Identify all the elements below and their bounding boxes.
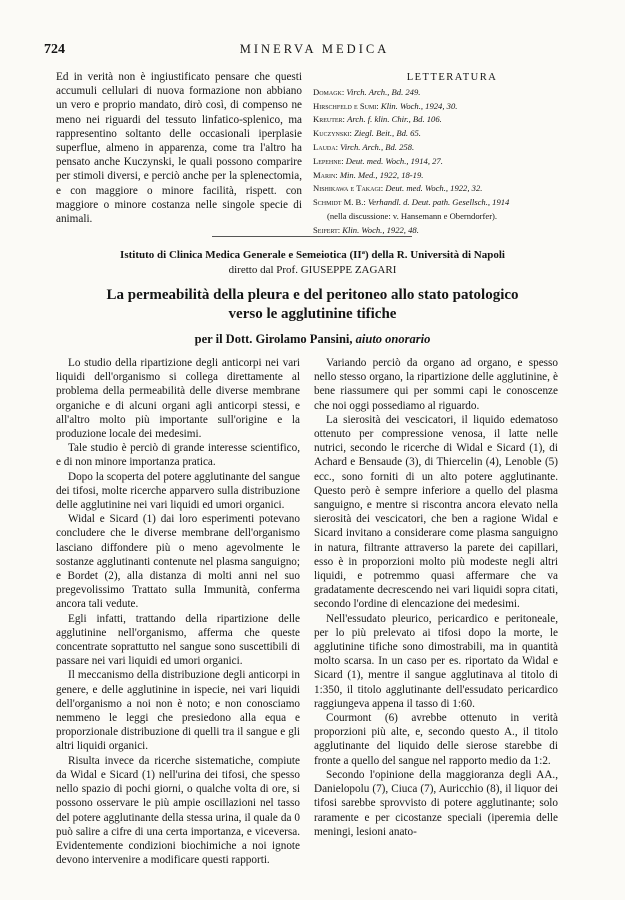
paragraph: Tale studio è perciò di grande interesse scientifico, e di non minore importanza pratica. [56,442,300,469]
institute-director: diretto dal Prof. GIUSEPPE ZAGARI [228,264,397,276]
page-number: 724 [44,42,65,57]
reference-item: Lepehne: Deut. med. Woch., 1914, 27. [313,155,443,166]
article-author [36,332,589,347]
paragraph: Widal e Sicard (1) dai loro esperimenti potevano concludere che le diverse membrane dell'organismo lasciano diffondere più o meno agevolmente le sostanze agglutinanti contenute nel plasma sanguigno; e Bordet (2), alla distanza di molti anni nel suo pregevolissimo Trattato sulla Immunità, conferma ancora tali vedute. [56,513,300,611]
paragraph: Secondo l'opinione della maggioranza degli AA., Danielopolu (7), Ciuca (7), Auricchio (8), il liquor dei tifosi sarebbe sprovvisto di potere agglutinante; solo raramente e per cicostanze speciali (iperemia delle meningi, lesioni anato- [314,768,558,838]
paragraph: Egli infatti, trattando della ripartizione delle agglutinine nell'organismo, afferma che queste concentrate soprattutto nel sangue sono suscettibili di passare nei vari liquidi ed umori organici. [56,612,300,668]
reference-item: Schmidt M. B.: Verhandl. d. Deut. path. Gesellsch., 1914 [313,197,510,208]
reference-item: Marin: Min. Med., 1922, 18-19. [313,169,424,180]
references [313,71,591,238]
article-title-line-2: verso le agglutinine tifiche [228,306,397,322]
paragraph: Risulta invece da ricerche sistematiche, compiute da Widal e Sicard (1) nell'urina dei tifosi, che spesso nello spazio di pochi giorni, o qualche volta di ore, si possono osservare le più ampie oscillazioni nel tasso del potere agglutinante della stessa urina, il quale da 0 può salire a cifre di una certa importanza, e viceversa. Evidentemente condizioni biochimiche a noi ignote devono intervenire a modificare questi rapporti. [56,754,300,867]
continued-paragraph: Ed in verità non è ingiustificato pensare che questi accumuli cellulari di nuova formazione non abbiano un vero e proprio mandato, dirò così, di compenso ne meno nei riguardi del tessuto linfatico-splenico, ma rappresentino soltanto delle occasionali iperplasie superflue, almeno in apparenza, come tra l'altro ha pensato anche Kuczynski, le quali possono comparire per stimoli diversi, e perciò anche per la splenectomia, e con maggiore o minore facilità, rispett. con maggiore o minore costanza nelle singole specie di animali. [56,71,302,226]
reference-item: Seifert: Klin. Woch., 1922, 48. [313,224,419,235]
author-role: aiuto onorario [355,332,431,346]
paragraph: Courmont (6) avrebbe ottenuto in verità proporzioni più alte, e, secondo questo A., il titolo agglutinante del liquido delle sierose starebbe di fronte a quello del sangue nel rapporto medio da 1:2. [314,712,558,767]
paragraph: La sierosità dei vescicatori, il liquido edematoso ottenuto per compressione venosa, il latte nelle nutrici, secondo le ricerche di Widal e Sicard (1), di Achard e Bensaude (3), di Thiercelin (4), Lenoble (5) ecc., sono forniti di un alto potere agglutinante. Questo però è sempre inferiore a quello del plasma sanguigno, e mentre si riscontra ancora elevato nella sierosità dei vescicatori, che ben a ragione Widal e Sicard invitano a considerare come plasma sanguigno in natura, filtrante attraverso la parete dei capillari, esso è in proporzioni molto più modeste negli altri liquidi, e potremmo quasi affermare che va gradatamente decrescendo nei vari liquidi sopra citati, secondo l'ordine di elencazione dei medesimi. [314,413,558,611]
paragraph: Il meccanismo della distribuzione degli anticorpi in genere, e delle agglutinine in ispecie, nei vari liquidi dell'organismo a noi non è noto; e non conosciamo nemmeno le leggi che presiedono alla equa e proporzionale distribuzione di quelli tra il sangue e gli altri liquidi organici. [56,669,300,753]
continued-text [56,70,302,226]
reference-item: (nella discussione: v. Hansemann e Oberndorfer). [327,210,498,221]
references-title: LETTERATURA [406,72,498,83]
journal-title: MINERVA MEDICA [239,42,390,56]
reference-item: Kreuter: Arch. f. klin. Chir., Bd. 106. [313,114,442,125]
reference-item: Hirschfeld e Sumi: Klin. Woch., 1924, 30. [313,100,458,111]
author-name: per il Dott. Girolamo Pansini, [194,332,353,346]
reference-item: Nishikawa e Takagi: Deut. med. Woch., 1922, 32. [313,183,483,194]
left-column [56,356,300,867]
reference-item: Domagk: Virch. Arch., Bd. 249. [313,86,421,97]
paragraph: Nell'essudato pleurico, pericardico e peritoneale, per lo più prelevato ai tifosi dopo la morte, le agglutinine tifiche sono dimostrabili, ma in quantità molto scarsa. In un caso per es. riportato da Widal e Sicard (1), mentre il sangue agglutinava al titolo di 1:350, il titolo agglutinante dell'essudato pericardico raggiungeva appena il tasso di 1:60. [314,612,558,710]
article-title [36,286,589,324]
article-title-line-1: La permeabilità della pleura e del peritoneo allo stato patologico [106,287,519,303]
reference-item: Lauda: Virch. Arch., Bd. 258. [313,141,415,152]
institute-block [40,248,585,278]
right-column [314,356,558,839]
reference-item: Kuczynski: Ziegl. Beit., Bd. 65. [313,128,421,139]
paragraph: Variando perciò da organo ad organo, e spesso nello stesso organo, la ripartizione delle agglutinine, è bene riassumere qui per sommi capi le conoscenze che noi oggi possediamo al riguardo. [314,357,558,412]
paragraph: Lo studio della ripartizione degli anticorpi nei vari liquidi dell'organismo si collega direttamente al problema della permeabilità delle diverse membrane organiche e di alcuni organi agli anticorpi stessi, e all'altro molto più importante sull'origine e la produzione locale dei medesimi. [56,357,300,441]
page-header [44,42,585,60]
section-divider [212,236,412,237]
paragraph: Dopo la scoperta del potere agglutinante del sangue dei tifosi, molte ricerche apparvero sulla distribuzione delle agglutinine nei vari liquidi ed umori organici. [56,470,300,512]
institute-name: Istituto di Clinica Medica Generale e Semeiotica (IIª) della R. Università di Napoli [120,249,505,261]
